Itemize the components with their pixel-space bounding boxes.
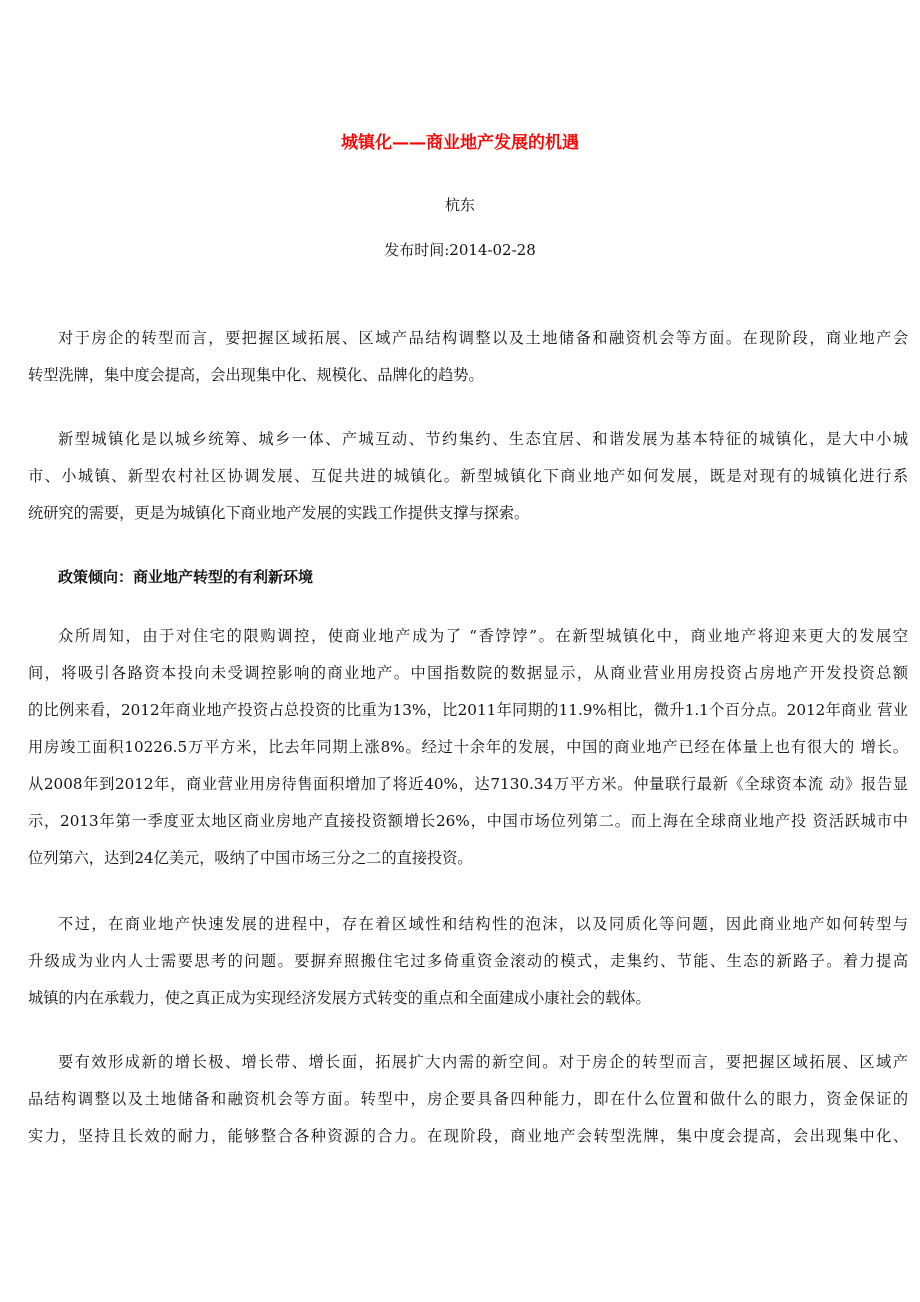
article-author: 杭东 (444, 196, 475, 214)
paragraph-line: 新型城镇化是以城乡统筹、城乡一体、产城互动、节约集约、生态宜居、和谐发展为基本特征的城镇化，是大中小城 (58, 430, 908, 448)
paragraph-line: 不过，在商业地产快速发展的进程中，存在着区域性和结构性的泡沫，以及同质化等问题，因此商业地产如何转型与 (58, 915, 908, 933)
section-heading: 政策倾向：商业地产转型的有利新环境 (58, 568, 314, 586)
paragraph-line: 的比例来看，2012年商业地产投资占总投资的比重为13%，比2011年同期的11.9%相比，微升1.1个百分点。2012年商业 营业 (28, 701, 908, 719)
paragraph-line: 转型洗牌，集中度会提高，会出现集中化、规模化、品牌化的趋势。 (28, 366, 484, 384)
paragraph-line: 位列第六，达到24亿美元，吸纳了中国市场三分之二的直接投资。 (28, 849, 473, 867)
article-title: 城镇化——商业地产发展的机遇 (341, 133, 579, 153)
publish-date: 发布时间:2014-02-28 (384, 241, 536, 259)
paragraph-line: 示，2013年第一季度亚太地区商业房地产直接投资额增长26%，中国市场位列第二。而上海在全球商业地产投 资活跃城市中 (28, 812, 908, 830)
paragraph (28, 1051, 908, 1162)
paragraph-line: 实力，坚持且长效的耐力，能够整合各种资源的合力。在现阶段，商业地产会转型洗牌，集中度会提高，会出现集中化、 (28, 1127, 908, 1145)
paragraph (28, 428, 908, 539)
paragraph-line: 从2008年到2012年，商业营业用房待售面积增加了将近40%，达7130.34万平方米。仲量联行最新《全球资本流 动》报告显 (28, 775, 908, 793)
paragraph-line: 间，将吸引各路资本投向未受调控影响的商业地产。中国指数院的数据显示，从商业营业用房投资占房地产开发投资总额 (28, 664, 908, 682)
paragraph (28, 327, 908, 401)
paragraph (28, 625, 908, 884)
paragraph (28, 913, 908, 1024)
paragraph-line: 用房竣工面积10226.5万平方米，比去年同期上涨8%。经过十余年的发展，中国的商业地产已经在体量上也有很大的 增长。 (28, 738, 908, 756)
paragraph-line: 要有效形成新的增长极、增长带、增长面，拓展扩大内需的新空间。对于房企的转型而言，要把握区域拓展、区域产 (58, 1053, 908, 1071)
paragraph-line: 城镇的内在承载力，使之真正成为实现经济发展方式转变的重点和全面建成小康社会的载体。 (28, 989, 651, 1007)
paragraph-line: 对于房企的转型而言，要把握区域拓展、区域产品结构调整以及土地储备和融资机会等方面。在现阶段，商业地产会 (58, 329, 908, 347)
paragraph-line: 统研究的需要，更是为城镇化下商业地产发展的实践工作提供支撑与探索。 (28, 504, 530, 522)
paragraph-line: 品结构调整以及土地储备和融资机会等方面。转型中，房企要具备四种能力，即在什么位置和做什么的眼力，资金保证的 (28, 1090, 908, 1108)
paragraph-line: 升级成为业内人士需要思考的问题。要摒弃照搬住宅过多倚重资金滚动的模式，走集约、节能、生态的新路子。着力提高 (28, 952, 908, 970)
paragraph-line: 市、小城镇、新型农村社区协调发展、互促共进的城镇化。新型城镇化下商业地产如何发展，既是对现有的城镇化进行系 (28, 467, 908, 485)
paragraph-line: 众所周知，由于对住宅的限购调控，使商业地产成为了 “香饽饽”。在新型城镇化中，商业地产将迎来更大的发展空 (58, 627, 908, 645)
